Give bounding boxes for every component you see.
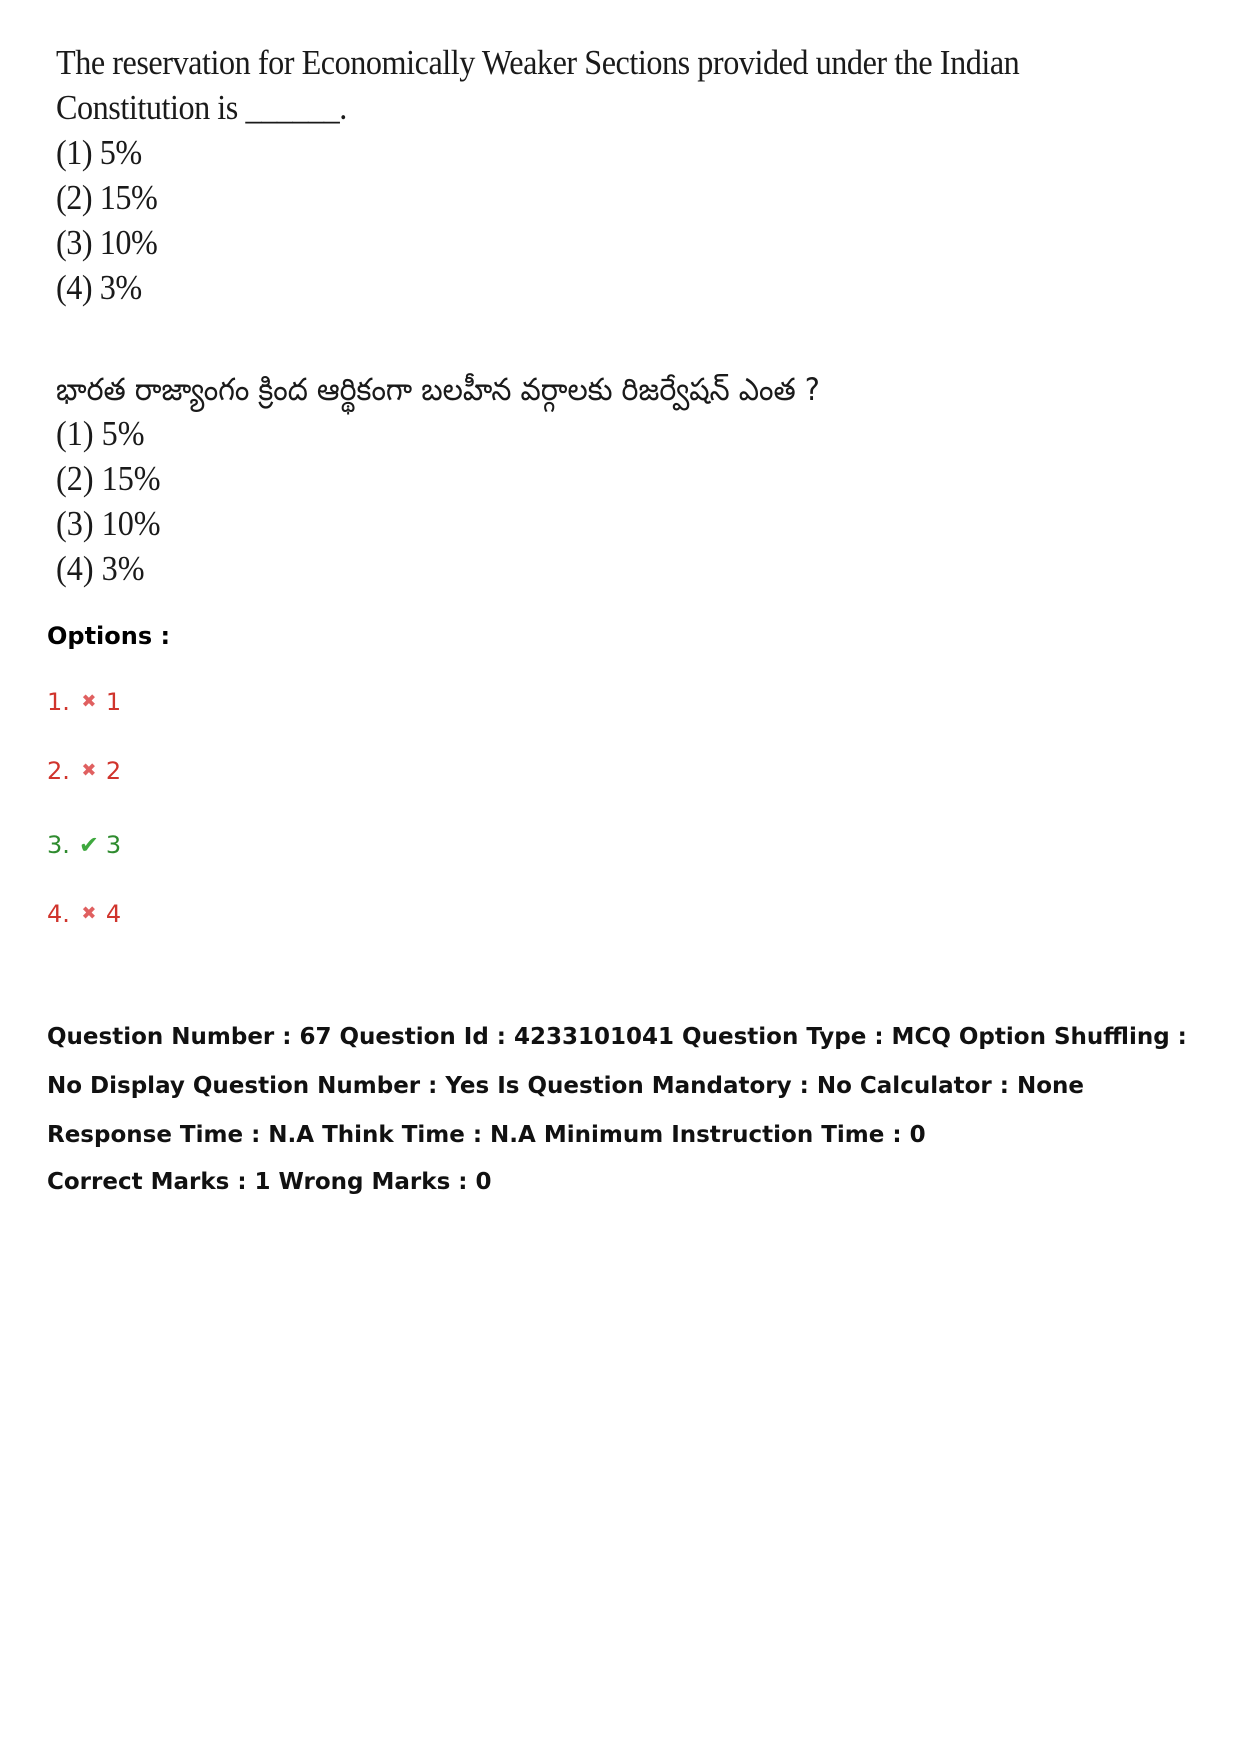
option-2 [47, 755, 121, 787]
check-icon: ✔ [78, 831, 99, 859]
question-choice-3: (3) 10% [56, 223, 158, 262]
marks-info: Correct Marks : 1 Wrong Marks : 0 [47, 1169, 492, 1195]
english-question [56, 40, 1020, 310]
telugu-choice-1: (1) 5% [56, 414, 145, 453]
option-1-value: 1 [105, 688, 122, 716]
question-text-line-1: The reservation for Economically Weaker Sections provided under the Indian [56, 43, 1020, 82]
telugu-choice-2: (2) 15% [56, 459, 161, 498]
cross-icon: ✖ [81, 760, 97, 781]
option-3-number: 3. [47, 831, 70, 859]
question-text-line-2: Constitution is ______. [56, 88, 347, 127]
question-metadata: Question Number : 67 Question Id : 4233101041 Question Type : MCQ Option Shuffling : No Display Question Number : Yes Is Question Mandatory : No Calculator : None Response Time : N.A Think Time : N.A Minimum Instruction Time : 0 [47, 1024, 1187, 1148]
options-heading: Options : [47, 622, 171, 650]
telugu-question [56, 365, 866, 591]
option-3-value: 3 [105, 831, 122, 859]
option-1-number: 1. [47, 688, 70, 716]
telugu-choice-3: (3) 10% [56, 504, 161, 543]
option-4 [47, 898, 121, 930]
question-choice-4: (4) 3% [56, 268, 142, 307]
cross-icon: ✖ [81, 691, 97, 712]
cross-icon: ✖ [81, 903, 97, 924]
telugu-choice-4: (4) 3% [56, 549, 145, 588]
question-choice-2: (2) 15% [56, 178, 158, 217]
option-3 [47, 829, 121, 861]
option-2-value: 2 [105, 757, 122, 785]
option-1 [47, 686, 121, 718]
option-2-number: 2. [47, 757, 70, 785]
question-choice-1: (1) 5% [56, 133, 142, 172]
option-4-value: 4 [105, 900, 122, 928]
telugu-question-text: భారత రాజ్యాంగం క్రింద ఆర్థికంగా బలహీన వర్గాలకు రిజర్వేషన్ ఎంత ? [56, 372, 820, 408]
option-4-number: 4. [47, 900, 70, 928]
